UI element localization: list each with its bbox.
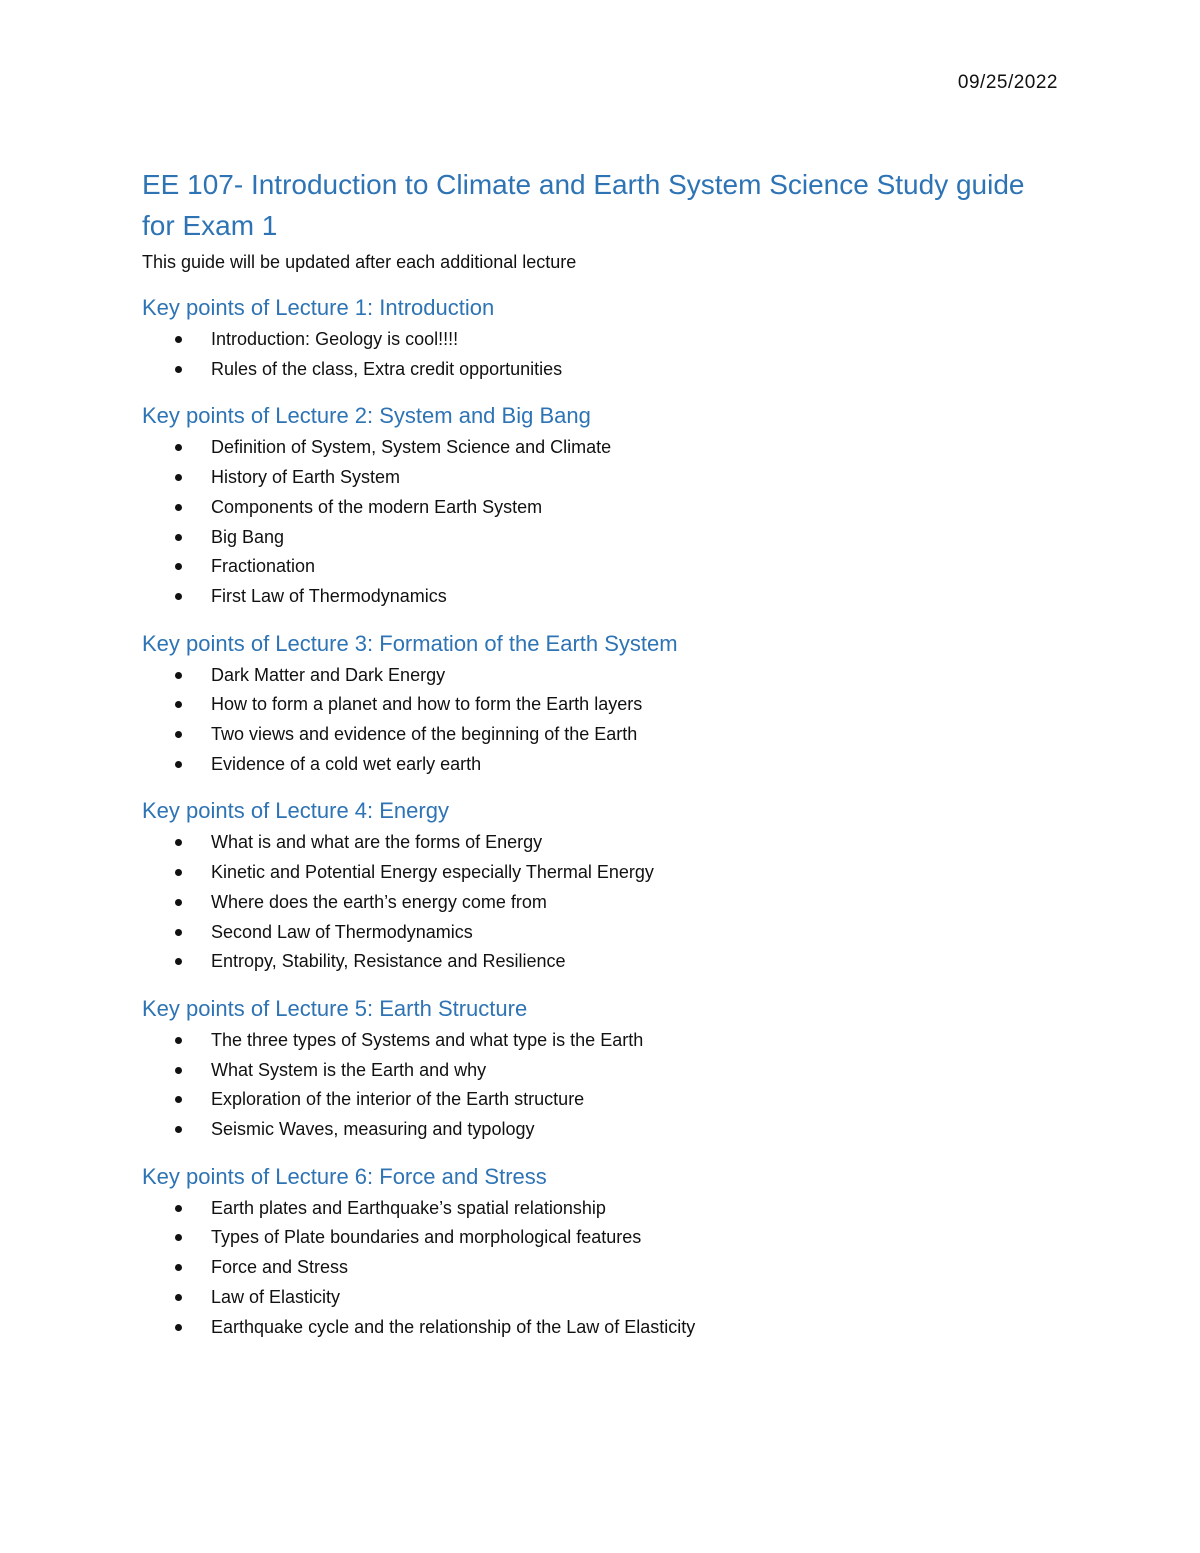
list-item-text: Force and Stress [211,1257,349,1278]
section-heading: Key points of Lecture 3: Formation of the Earth System [142,630,678,656]
list-item [142,947,1062,977]
list-item-text: Big Bang [211,526,285,547]
bullet-icon [175,563,182,570]
bullet-icon [175,1126,182,1133]
list-item-text: Dark Matter and Dark Energy [211,664,446,685]
list-item [142,661,1062,691]
bullet-icon [175,534,182,541]
section-heading: Key points of Lecture 5: Earth Structure [142,995,528,1021]
list-item [142,433,1062,463]
bullet-icon [175,839,182,846]
bullet-list [142,433,1062,611]
list-item-text: Fractionation [211,556,316,577]
list-item [142,1085,1062,1115]
bullet-icon [175,869,182,876]
bullet-icon [175,958,182,965]
bullet-icon [175,1205,182,1212]
list-item [142,690,1062,720]
document-body [142,164,1062,1342]
list-item [142,1115,1062,1145]
list-item [142,493,1062,523]
list-item-text: What is and what are the forms of Energy [211,832,543,853]
list-item-text: Components of the modern Earth System [211,496,543,517]
list-item-text: First Law of Thermodynamics [211,585,447,606]
bullet-list [142,661,1062,780]
list-item [142,463,1062,493]
list-item [142,552,1062,582]
section-heading: Key points of Lecture 1: Introduction [142,295,495,320]
list-item-text: Second Law of Thermodynamics [211,921,473,942]
list-item-text: What System is the Earth and why [211,1059,487,1080]
list-item [142,1313,1062,1343]
list-item-text: Types of Plate boundaries and morphological features [211,1227,642,1248]
list-item-text: Evidence of a cold wet early earth [211,753,482,774]
bullet-icon [175,366,182,373]
bullet-list [142,1026,1062,1145]
list-item-text: Introduction: Geology is cool!!!! [211,329,459,349]
bullet-icon [175,593,182,600]
list-item-text: Law of Elasticity [211,1286,341,1307]
section-lecture-3 [142,629,1062,780]
bullet-list [142,828,1062,977]
section-lecture-4 [142,796,1062,977]
list-item-text: Entropy, Stability, Resistance and Resilience [211,951,566,972]
bullet-icon [175,1324,182,1331]
bullet-icon [175,1294,182,1301]
list-item [142,325,1062,355]
document-subtitle: This guide will be updated after each additional lecture [142,252,577,272]
section-heading: Key points of Lecture 2: System and Big Bang [142,403,591,429]
list-item-text: Seismic Waves, measuring and typology [211,1119,535,1140]
section-lecture-1 [142,293,1062,384]
list-item [142,1223,1062,1253]
bullet-icon [175,1264,182,1271]
section-heading: Key points of Lecture 4: Energy [142,798,449,824]
list-item-text: Earthquake cycle and the relationship of the Law of Elasticity [211,1316,696,1337]
list-item-text: Two views and evidence of the beginning of the Earth [211,724,638,745]
list-item [142,1283,1062,1313]
list-item [142,1056,1062,1086]
list-item-text: How to form a planet and how to form the Earth layers [211,694,643,715]
list-item [142,828,1062,858]
bullet-icon [175,899,182,906]
bullet-icon [175,444,182,451]
bullet-icon [175,1037,182,1044]
document-title: EE 107- Introduction to Climate and Earth System Science Study guide for Exam 1 [142,169,1025,241]
bullet-icon [175,474,182,481]
section-lecture-6 [142,1162,1062,1343]
bullet-icon [175,672,182,679]
bullet-icon [175,761,182,768]
bullet-icon [175,1096,182,1103]
bullet-icon [175,1234,182,1241]
section-heading: Key points of Lecture 6: Force and Stress [142,1163,547,1189]
list-item-text: Kinetic and Potential Energy especially Thermal Energy [211,862,654,883]
list-item [142,355,1062,385]
list-item-text: Exploration of the interior of the Earth structure [211,1089,585,1110]
list-item [142,720,1062,750]
list-item-text: Earth plates and Earthquake’s spatial relationship [211,1197,606,1218]
list-item [142,582,1062,612]
list-item-text: Where does the earth’s energy come from [211,891,547,912]
bullet-list [142,325,1062,384]
bullet-icon [175,701,182,708]
list-item-text: The three types of Systems and what type is the Earth [211,1029,644,1050]
bullet-icon [175,504,182,511]
list-item [142,1194,1062,1224]
list-item [142,858,1062,888]
list-item-text: History of Earth System [211,467,401,488]
list-item [142,888,1062,918]
section-lecture-5 [142,994,1062,1145]
list-item-text: Rules of the class, Extra credit opportunities [211,358,563,379]
bullet-icon [175,1067,182,1074]
list-item [142,918,1062,948]
bullet-icon [175,731,182,738]
list-item [142,750,1062,780]
list-item [142,1253,1062,1283]
bullet-icon [175,929,182,936]
section-lecture-2 [142,401,1062,611]
bullet-icon [175,336,182,343]
page-date: 09/25/2022 [957,72,1058,93]
list-item [142,1026,1062,1056]
bullet-list [142,1194,1062,1343]
list-item [142,523,1062,553]
list-item-text: Definition of System, System Science and Climate [211,437,612,458]
